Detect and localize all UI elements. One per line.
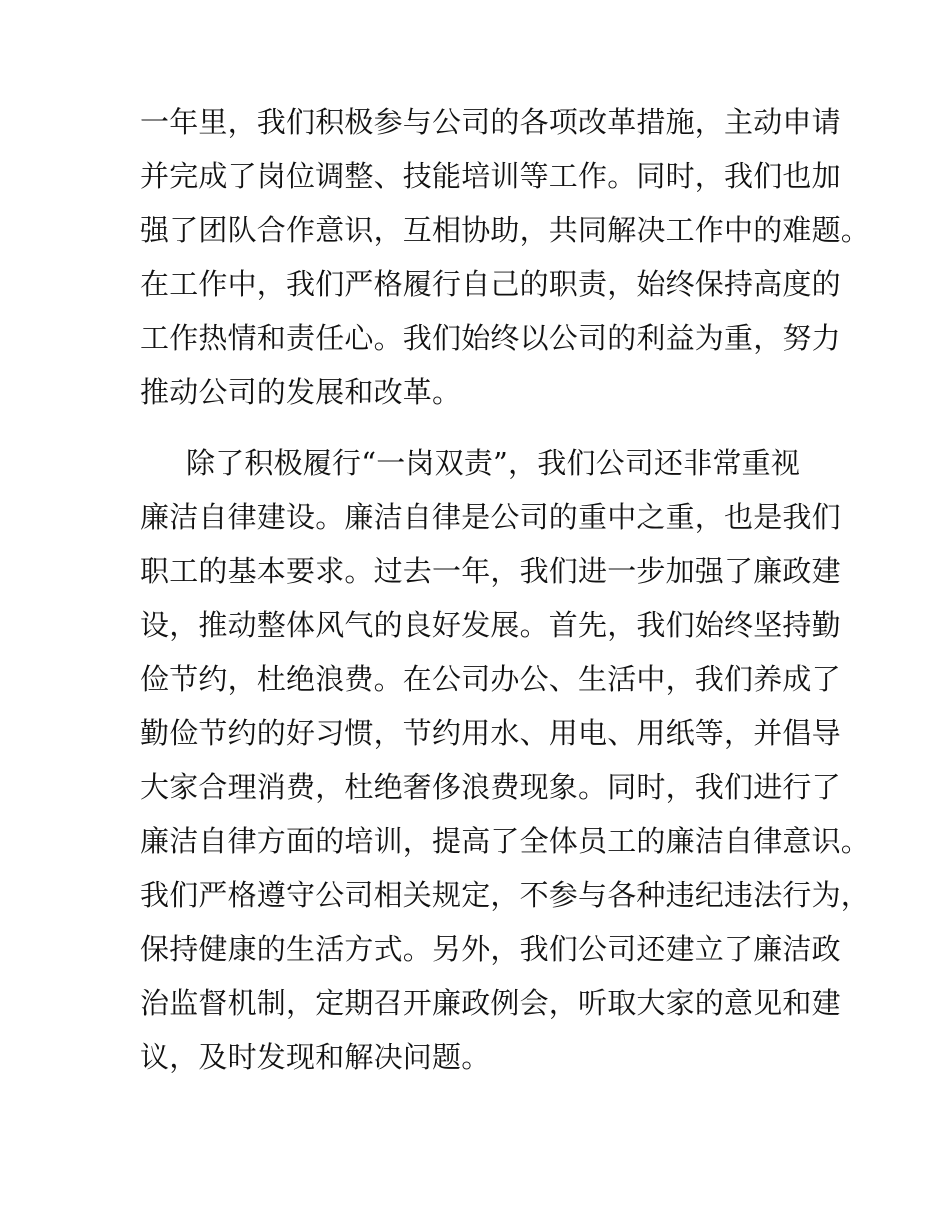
paragraph-line: 大家合理消费，杜绝奢侈浪费现象。同时，我们进行了 [140,770,841,804]
paragraph-line: 廉洁自律方面的培训，提高了全体员工的廉洁自律意识。 [140,824,871,858]
paragraph-line: 设，推动整体风气的良好发展。首先，我们始终坚持勤 [140,608,841,642]
paragraph-line: 强了团队合作意识，互相协助，共同解决工作中的难题。 [140,213,871,247]
paragraph-line: 在工作中，我们严格履行自己的职责，始终保持高度的 [140,267,841,301]
paragraph-line: 一年里，我们积极参与公司的各项改革措施，主动申请 [140,105,841,139]
paragraph-line: 我们严格遵守公司相关规定，不参与各种违纪违法行为， [140,878,871,912]
paragraph-line: 并完成了岗位调整、技能培训等工作。同时，我们也加 [140,159,841,193]
paragraph-line: 除了积极履行“一岗双责”，我们公司还非常重视 [186,446,801,480]
paragraph-line: 勤俭节约的好习惯，节约用水、用电、用纸等，并倡导 [140,716,841,750]
paragraph-line: 治监督机制，定期召开廉政例会，听取大家的意见和建 [140,986,841,1020]
paragraph-line: 职工的基本要求。过去一年，我们进一步加强了廉政建 [140,554,841,588]
paragraph-line: 议，及时发现和解决问题。 [140,1040,491,1074]
paragraph-line: 推动公司的发展和改革。 [140,375,462,409]
paragraph-line: 俭节约，杜绝浪费。在公司办公、生活中，我们养成了 [140,662,841,696]
paragraph-line: 工作热情和责任心。我们始终以公司的利益为重，努力 [140,321,841,355]
paragraph-line: 廉洁自律建设。廉洁自律是公司的重中之重，也是我们 [140,500,841,534]
paragraph-line: 保持健康的生活方式。另外，我们公司还建立了廉洁政 [140,932,841,966]
